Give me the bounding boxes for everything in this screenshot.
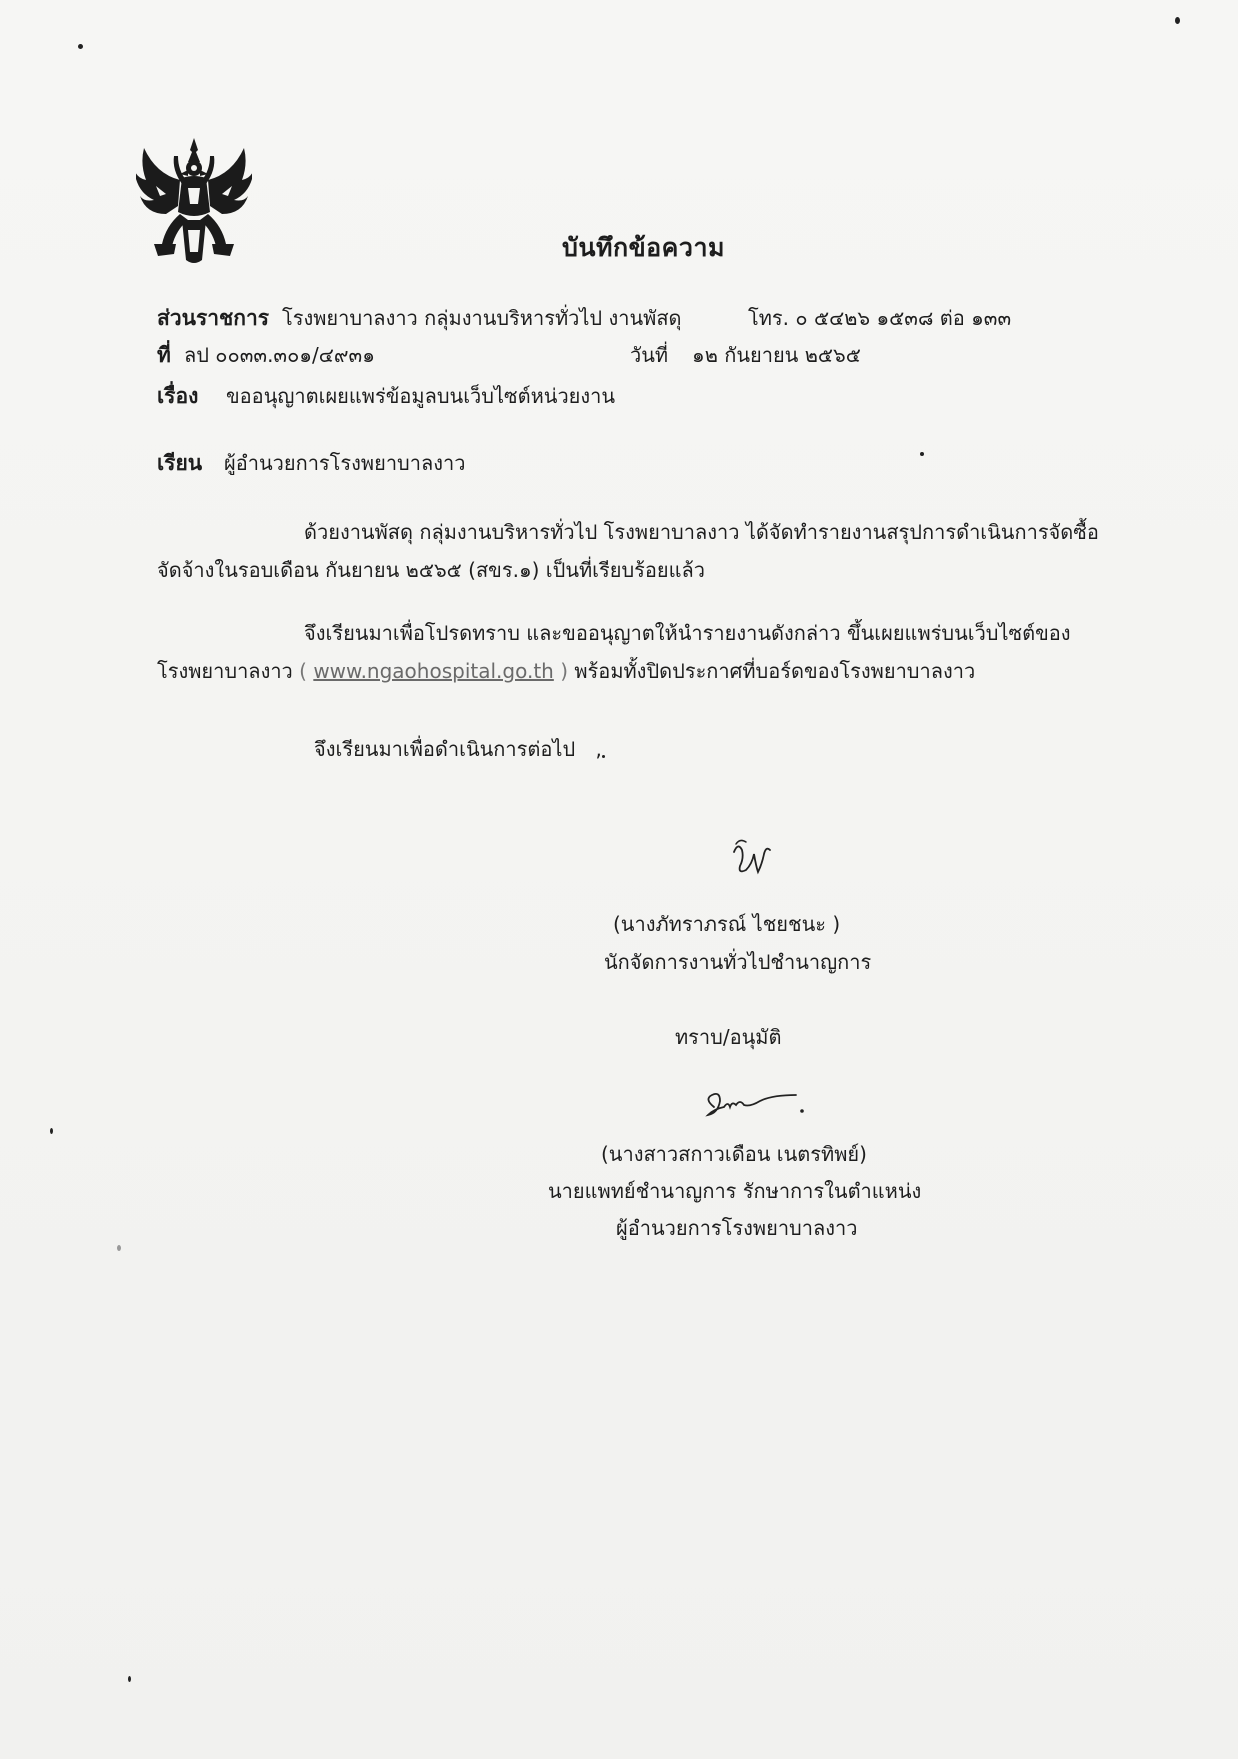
scan-speck (78, 44, 83, 49)
signer-2-name: (นางสาวสกาวเดือน เนตรทิพย์) (601, 1142, 867, 1166)
scan-speck (50, 1128, 53, 1134)
scan-speck (602, 755, 605, 758)
link-paren-close: ) (560, 659, 569, 683)
signature-2 (700, 1085, 810, 1125)
reference-label: ที่ (157, 343, 171, 367)
to-label: เรียน (157, 451, 203, 475)
closing-mark: , (595, 737, 602, 761)
page-title: บันทึกข้อความ (562, 233, 725, 262)
website-link[interactable]: www.ngaohospital.go.th (313, 659, 554, 683)
scan-speck (117, 1245, 121, 1251)
link-paren-open: ( (299, 659, 307, 683)
subject-label: เรื่อง (157, 384, 199, 408)
agency-label: ส่วนราชการ (157, 306, 270, 330)
agency-value: โรงพยาบาลงาว กลุ่มงานบริหารทั่วไป งานพัสดุ (282, 306, 682, 330)
garuda-emblem-icon (136, 134, 252, 266)
scan-speck (128, 1676, 131, 1682)
paragraph-1-line-1: ด้วยงานพัสดุ กลุ่มงานบริหารทั่วไป โรงพยาบาลงาว ได้จัดทำรายงานสรุปการดำเนินการจัดซื้อ (304, 520, 1099, 544)
scan-speck (920, 452, 924, 456)
signer-2-position-line-1: นายแพทย์ชำนาญการ รักษาการในตำแหน่ง (548, 1179, 922, 1203)
date-label: วันที่ (630, 343, 669, 367)
closing-text: จึงเรียนมาเพื่อดำเนินการต่อไป (314, 737, 576, 761)
memo-date: ๑๒ กันยายน ๒๕๖๕ (692, 343, 861, 367)
scan-speck (1175, 17, 1180, 24)
phone-number: โทร. ๐ ๕๔๒๖ ๑๕๓๘ ต่อ ๑๓๓ (748, 306, 1012, 330)
approval-label: ทราบ/อนุมัติ (675, 1025, 782, 1049)
signer-2-position-line-2: ผู้อำนวยการโรงพยาบาลงาว (616, 1216, 858, 1240)
closing-paragraph (314, 735, 602, 763)
paragraph-2-line-1: จึงเรียนมาเพื่อโปรดทราบ และขออนุญาตให้นำรายงานดังกล่าว ขึ้นเผยแพร่บนเว็บไซต์ของ (304, 621, 1071, 645)
signer-1-name: (นางภัทราภรณ์ ไชยชนะ ) (613, 912, 841, 936)
paragraph-1-line-2: จัดจ้างในรอบเดือน กันยายน ๒๕๖๕ (สขร.๑) เป็นที่เรียบร้อยแล้ว (157, 558, 706, 582)
to-value: ผู้อำนวยการโรงพยาบาลงาว (224, 451, 466, 475)
paragraph-2-hospital: โรงพยาบาลงาว (157, 659, 293, 683)
signer-1-position: นักจัดการงานทั่วไปชำนาญการ (604, 950, 872, 974)
reference-number: ลป ๐๐๓๓.๓๐๑/๔๙๓๑ (184, 343, 375, 367)
subject-value: ขออนุญาตเผยแพร่ข้อมูลบนเว็บไซต์หน่วยงาน (226, 384, 616, 408)
paragraph-2-line-2 (157, 657, 975, 685)
paragraph-2-line-2-rest: พร้อมทั้งปิดประกาศที่บอร์ดของโรงพยาบาลงาว (574, 659, 976, 683)
signature-1 (724, 836, 784, 886)
